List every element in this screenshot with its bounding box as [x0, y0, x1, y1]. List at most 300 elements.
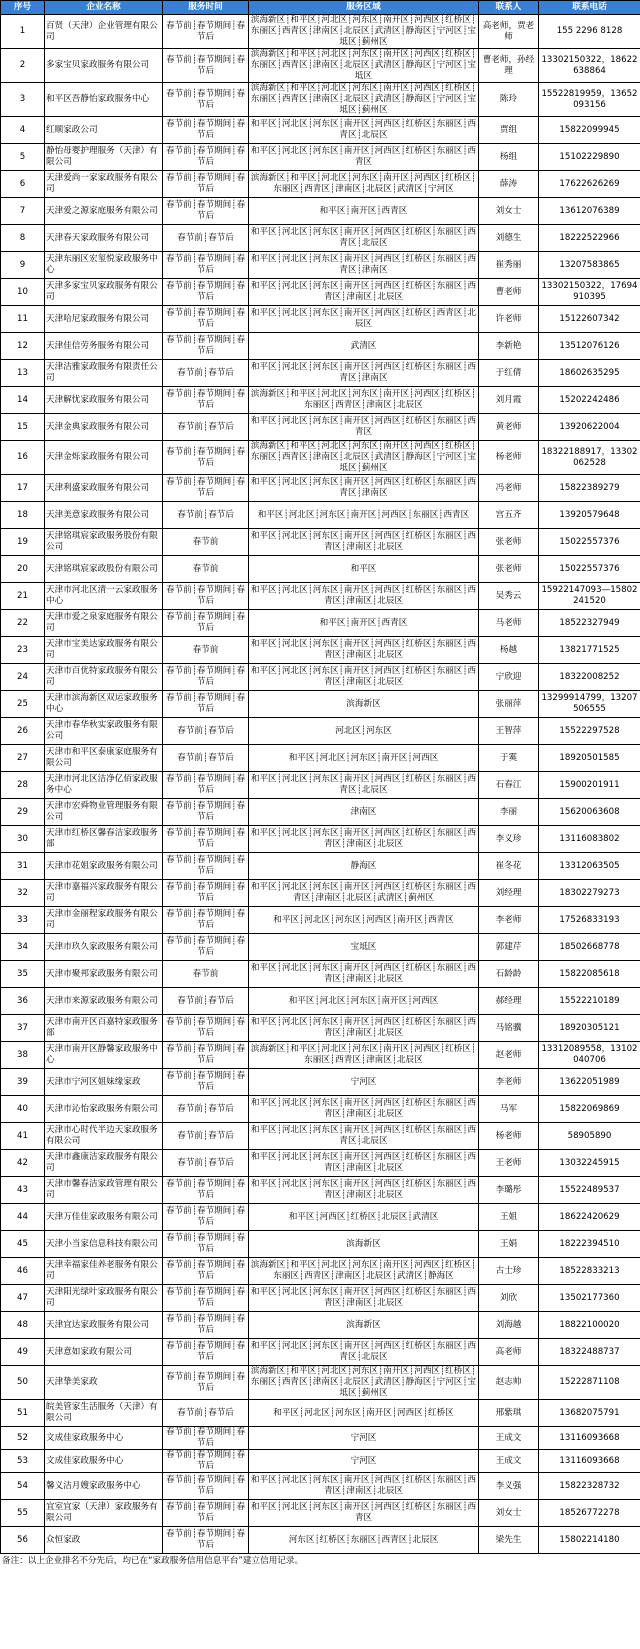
cell-time: 春节前┊春节期间┊春节后 — [163, 826, 249, 853]
cell-company: 天津市河北区清一云家政服务中心 — [45, 583, 163, 610]
cell-contact: 贾组 — [479, 117, 539, 144]
cell-time: 春节前┊春节后 — [163, 414, 249, 441]
cell-contact: 黄老师 — [479, 414, 539, 441]
cell-company: 天津市来源家政服务有限公司 — [45, 988, 163, 1015]
cell-time: 春节前 — [163, 961, 249, 988]
cell-phone: 13116093668 — [539, 1450, 640, 1473]
cell-time: 春节前┊春节期间┊春节后 — [163, 1204, 249, 1231]
cell-area: 和平区┊河北区┊河东区┊河西区┊南开区┊西青区 — [249, 907, 479, 934]
cell-area: 和平区┊河北区┊河东区┊南开区┊河西区┊红桥区┊东丽区┊西青区┊津南区┊北辰区 — [249, 1177, 479, 1204]
table-row — [1, 387, 640, 414]
cell-no: 35 — [1, 961, 45, 988]
cell-time: 春节前┊春节期间┊春节后 — [163, 1527, 249, 1554]
cell-area: 和平区┊河北区┊河东区┊南开区┊河西区┊红桥区┊东丽区┊西青区┊津南区┊北辰区 — [249, 1285, 479, 1312]
cell-time: 春节前┊春节期间┊春节后 — [163, 1450, 249, 1473]
cell-time: 春节前┊春节期间┊春节后 — [163, 49, 249, 83]
cell-area: 和平区┊河北区┊河东区┊南开区┊河西区┊红桥区┊东丽区┊西青区┊北辰区 — [249, 225, 479, 252]
cell-phone: 15202242486 — [539, 387, 640, 414]
cell-contact: 李璐彤 — [479, 1177, 539, 1204]
cell-area: 和平区┊河北区┊河东区┊南开区┊河西区┊红桥区┊东丽区┊西青区┊津南区┊北辰区 — [249, 279, 479, 306]
cell-no: 34 — [1, 934, 45, 961]
cell-company: 天津金烁家政服务有限公司 — [45, 441, 163, 475]
cell-no: 17 — [1, 475, 45, 502]
cell-no: 52 — [1, 1427, 45, 1450]
cell-no: 29 — [1, 799, 45, 826]
table-row — [1, 1258, 640, 1285]
cell-phone: 18822100020 — [539, 1312, 640, 1339]
cell-contact: 刘经理 — [479, 880, 539, 907]
table-row — [1, 529, 640, 556]
cell-phone: 13612076389 — [539, 198, 640, 225]
cell-time: 春节前┊春节期间┊春节后 — [163, 15, 249, 49]
cell-no: 32 — [1, 880, 45, 907]
cell-contact: 李新艳 — [479, 333, 539, 360]
cell-company: 天津市和平区泰康家庭服务有限公司 — [45, 745, 163, 772]
cell-no: 9 — [1, 252, 45, 279]
header-row — [1, 1, 640, 15]
cell-time: 春节前┊春节期间┊春节后 — [163, 1473, 249, 1500]
cell-phone: 15802214180 — [539, 1527, 640, 1554]
cell-company: 天津爱尚一家家政服务有限公司 — [45, 171, 163, 198]
table-row — [1, 826, 640, 853]
cell-phone: 13032245915 — [539, 1150, 640, 1177]
cell-area: 和平区┊南开区┊西青区 — [249, 198, 479, 225]
cell-time: 春节前┊春节期间┊春节后 — [163, 144, 249, 171]
cell-no: 18 — [1, 502, 45, 529]
table-row — [1, 637, 640, 664]
cell-area: 滨海新区 — [249, 1231, 479, 1258]
table-row — [1, 1096, 640, 1123]
cell-company: 天津市金丽程家政服务有限公司 — [45, 907, 163, 934]
cell-time: 春节前┊春节后 — [163, 745, 249, 772]
cell-area: 和平区┊河北区┊河东区┊南开区┊河西区┊红桥区┊西青区┊北辰区 — [249, 306, 479, 333]
cell-contact: 杨老师 — [479, 1123, 539, 1150]
cell-contact: 刘女士 — [479, 198, 539, 225]
cell-time: 春节前┊春节期间┊春节后 — [163, 1231, 249, 1258]
cell-no: 7 — [1, 198, 45, 225]
cell-contact: 李义珍 — [479, 826, 539, 853]
cell-company: 天津市南开区百嘉特家政服务部 — [45, 1015, 163, 1042]
cell-no: 41 — [1, 1123, 45, 1150]
cell-time: 春节前┊春节期间┊春节后 — [163, 853, 249, 880]
cell-area: 和平区┊河北区┊河东区┊南开区┊河西区┊红桥区┊东丽区┊西青区┊北辰区 — [249, 1123, 479, 1150]
cell-company: 天津市春华秋实家政服务有限公司 — [45, 718, 163, 745]
cell-area: 和平区┊河北区┊河东区┊南开区┊河西区┊红桥区┊东丽区┊西青区┊北辰区 — [249, 117, 479, 144]
cell-phone: 13622051989 — [539, 1069, 640, 1096]
cell-no: 36 — [1, 988, 45, 1015]
table-row — [1, 907, 640, 934]
cell-contact: 梁先生 — [479, 1527, 539, 1554]
header-phone: 联系电话 — [539, 1, 640, 15]
cell-company: 天津市馨春洁家政管理有限公司 — [45, 1177, 163, 1204]
cell-contact: 王成文 — [479, 1450, 539, 1473]
cell-company: 天津多家宝贝家政服务有限公司 — [45, 279, 163, 306]
cell-phone: 15822389279 — [539, 475, 640, 502]
header-contact: 联系人 — [479, 1, 539, 15]
cell-time: 春节前┊春节期间┊春节后 — [163, 1339, 249, 1366]
cell-no: 54 — [1, 1473, 45, 1500]
table-row — [1, 1450, 640, 1473]
cell-contact: 郭建芹 — [479, 934, 539, 961]
cell-company: 静怡母婴护理服务（天津）有限公司 — [45, 144, 163, 171]
cell-no: 44 — [1, 1204, 45, 1231]
cell-contact: 赵老师 — [479, 1042, 539, 1069]
cell-phone: 18302279273 — [539, 880, 640, 907]
cell-phone: 18502668778 — [539, 934, 640, 961]
cell-phone: 17526833193 — [539, 907, 640, 934]
table-row — [1, 15, 640, 49]
cell-contact: 曹老师，孙经理 — [479, 49, 539, 83]
cell-phone: 13207583865 — [539, 252, 640, 279]
cell-company: 天津市宁河区姐妹缘家政 — [45, 1069, 163, 1096]
cell-contact: 杨老师 — [479, 441, 539, 475]
cell-company: 天津爱之源家庭服务有限公司 — [45, 198, 163, 225]
cell-company: 红顺家政公司 — [45, 117, 163, 144]
cell-time: 春节前┊春节期间┊春节后 — [163, 279, 249, 306]
cell-no: 23 — [1, 637, 45, 664]
cell-no: 15 — [1, 414, 45, 441]
cell-area: 滨海新区┊和平区┊河北区┊河东区┊南开区┊河西区┊红桥区┊东丽区┊西青区┊津南区┊北辰区┊武清区┊静海区┊宁河区┊宝坻区┊蓟州区 — [249, 83, 479, 117]
cell-company: 天津市嘉福兴家政服务有限公司 — [45, 880, 163, 907]
table-row — [1, 556, 640, 583]
cell-phone: 13821771525 — [539, 637, 640, 664]
cell-company: 宜室宜家（天津）家政服务有限公司 — [45, 1500, 163, 1527]
cell-area: 和平区┊南开区┊西青区 — [249, 610, 479, 637]
cell-no: 49 — [1, 1339, 45, 1366]
cell-area: 滨海新区┊和平区┊河北区┊河东区┊南开区┊河西区┊红桥区┊东丽区┊西青区┊津南区┊北辰区┊武清区┊静海区┊宁河区┊宝坻区┊蓟州区 — [249, 15, 479, 49]
cell-phone: 18602635295 — [539, 360, 640, 387]
cell-company: 天津市玖久家政服务有限公司 — [45, 934, 163, 961]
cell-no: 20 — [1, 556, 45, 583]
cell-time: 春节前┊春节期间┊春节后 — [163, 1500, 249, 1527]
cell-area: 津南区 — [249, 799, 479, 826]
cell-time: 春节前┊春节期间┊春节后 — [163, 387, 249, 414]
cell-no: 31 — [1, 853, 45, 880]
cell-contact: 古士珍 — [479, 1258, 539, 1285]
cell-area: 静海区 — [249, 853, 479, 880]
cell-phone: 18522833213 — [539, 1258, 640, 1285]
cell-no: 8 — [1, 225, 45, 252]
cell-area: 和平区┊河北区┊河东区┊南开区┊河西区┊红桥区┊东丽区┊西青区 — [249, 1500, 479, 1527]
cell-company: 天津市河北区洁净亿佰家政服务中心 — [45, 772, 163, 799]
cell-time: 春节前┊春节后 — [163, 502, 249, 529]
table-row — [1, 1123, 640, 1150]
table-row — [1, 1400, 640, 1427]
table-row — [1, 306, 640, 333]
header-time: 服务时间 — [163, 1, 249, 15]
cell-phone: 15522819959，13652093156 — [539, 83, 640, 117]
cell-no: 53 — [1, 1450, 45, 1473]
table-row — [1, 934, 640, 961]
cell-area: 河北区┊河东区 — [249, 718, 479, 745]
cell-phone: 18322008252 — [539, 664, 640, 691]
cell-area: 和平区┊河北区┊河东区┊南开区┊河西区┊红桥区┊东丽区┊西青区┊津南区┊北辰区 — [249, 664, 479, 691]
table-row — [1, 853, 640, 880]
cell-no: 11 — [1, 306, 45, 333]
cell-area: 和平区┊河北区┊河东区┊南开区┊河西区┊红桥区┊东丽区┊西青区┊北辰区 — [249, 1339, 479, 1366]
cell-contact: 李义强 — [479, 1473, 539, 1500]
cell-time: 春节前┊春节期间┊春节后 — [163, 934, 249, 961]
table-row — [1, 961, 640, 988]
cell-phone: 155 2296 8128 — [539, 15, 640, 49]
cell-area: 河东区┊红桥区┊东丽区┊西青区┊北辰区 — [249, 1527, 479, 1554]
table-row — [1, 1069, 640, 1096]
cell-no: 25 — [1, 691, 45, 718]
cell-time: 春节前┊春节期间┊春节后 — [163, 772, 249, 799]
table-row — [1, 333, 640, 360]
cell-contact: 王成文 — [479, 1427, 539, 1450]
cell-contact: 王智萍 — [479, 718, 539, 745]
table-row — [1, 360, 640, 387]
cell-no: 27 — [1, 745, 45, 772]
cell-no: 14 — [1, 387, 45, 414]
table-row — [1, 49, 640, 83]
cell-phone: 13312089558，13102040706 — [539, 1042, 640, 1069]
cell-phone: 13920622004 — [539, 414, 640, 441]
cell-phone: 13299914799，13207506555 — [539, 691, 640, 718]
cell-company: 天津意如家政有限公司 — [45, 1339, 163, 1366]
cell-company: 天津市南开区静馨家政服务中心 — [45, 1042, 163, 1069]
cell-contact: 李老师 — [479, 907, 539, 934]
cell-contact: 王老师 — [479, 1150, 539, 1177]
cell-time: 春节前┊春节期间┊春节后 — [163, 475, 249, 502]
cell-area: 和平区┊河北区┊河东区┊南开区┊河西区┊红桥区┊东丽区┊西青区┊津南区┊北辰区 — [249, 1015, 479, 1042]
cell-contact: 刘德生 — [479, 225, 539, 252]
cell-company: 多家宝贝家政服务有限公司 — [45, 49, 163, 83]
cell-phone: 15102229890 — [539, 144, 640, 171]
cell-area: 和平区┊河北区┊河东区┊南开区┊河西区┊红桥区┊东丽区┊西青区┊津南区┊北辰区┊武清区┊蓟州区 — [249, 880, 479, 907]
table-row — [1, 799, 640, 826]
cell-time: 春节前┊春节期间┊春节后 — [163, 441, 249, 475]
cell-no: 46 — [1, 1258, 45, 1285]
cell-contact: 宫五齐 — [479, 502, 539, 529]
cell-no: 48 — [1, 1312, 45, 1339]
table-row — [1, 1500, 640, 1527]
cell-area: 和平区┊河北区┊河东区┊南开区┊河西区┊红桥区┊东丽区┊西青区┊津南区┊北辰区 — [249, 961, 479, 988]
cell-no: 37 — [1, 1015, 45, 1042]
cell-area: 和平区┊河北区┊河东区┊南开区┊河西区 — [249, 745, 479, 772]
cell-no: 40 — [1, 1096, 45, 1123]
cell-area: 滨海新区┊和平区┊河北区┊河东区┊南开区┊河西区┊红桥区┊东丽区┊西青区┊津南区┊北辰区┊武清区┊静海区 — [249, 1258, 479, 1285]
cell-phone: 15620063608 — [539, 799, 640, 826]
cell-phone: 15122607342 — [539, 306, 640, 333]
cell-company: 天津阳光绿叶家政服务有限公司 — [45, 1285, 163, 1312]
cell-time: 春节前┊春节期间┊春节后 — [163, 198, 249, 225]
cell-contact: 刘欣 — [479, 1285, 539, 1312]
cell-contact: 王娟 — [479, 1231, 539, 1258]
cell-contact: 马老师 — [479, 610, 539, 637]
cell-contact: 曹老师 — [479, 279, 539, 306]
cell-company: 天津市花姐家政服务有限公司 — [45, 853, 163, 880]
cell-contact: 石春江 — [479, 772, 539, 799]
cell-area: 滨海新区┊和平区┊河北区┊河东区┊南开区┊河西区┊红桥区┊东丽区┊西青区┊津南区┊北辰区 — [249, 1042, 479, 1069]
cell-company: 天津洁雅家政服务有限责任公司 — [45, 360, 163, 387]
cell-company: 天津市心时代半边天家政服务有限公司 — [45, 1123, 163, 1150]
cell-time: 春节前 — [163, 637, 249, 664]
cell-no: 1 — [1, 15, 45, 49]
cell-area: 和平区┊河北区┊河东区┊南开区┊河西区┊红桥区┊东丽区┊西青区 — [249, 144, 479, 171]
cell-no: 16 — [1, 441, 45, 475]
cell-area: 和平区┊河北区┊河东区┊南开区┊河西区┊红桥区┊东丽区┊西青区┊津南区┊北辰区 — [249, 826, 479, 853]
cell-company: 天津市聚邦家政服务有限公司 — [45, 961, 163, 988]
cell-area: 和平区 — [249, 556, 479, 583]
cell-phone: 18222394510 — [539, 1231, 640, 1258]
cell-contact: 郝经理 — [479, 988, 539, 1015]
cell-contact: 崔冬花 — [479, 853, 539, 880]
cell-time: 春节前┊春节后 — [163, 1123, 249, 1150]
cell-phone: 15922147093—15802241520 — [539, 583, 640, 610]
cell-area: 武清区 — [249, 333, 479, 360]
cell-no: 12 — [1, 333, 45, 360]
cell-area: 和平区┊河北区┊河东区┊南开区┊河西区┊红桥区┊东丽区┊西青区┊北辰区 — [249, 772, 479, 799]
cell-contact: 崔秀丽 — [479, 252, 539, 279]
cell-phone: 18920501585 — [539, 745, 640, 772]
cell-contact: 冯老师 — [479, 475, 539, 502]
cell-phone: 17622626269 — [539, 171, 640, 198]
cell-contact: 陈玲 — [479, 83, 539, 117]
cell-area: 和平区┊河北区┊河东区┊南开区┊河西区┊红桥区┊东丽区┊西青区┊津南区┊北辰区 — [249, 529, 479, 556]
cell-contact: 刘女士 — [479, 1500, 539, 1527]
table-row — [1, 171, 640, 198]
cell-company: 天津解忧家政服务有限公司 — [45, 387, 163, 414]
cell-area: 宁河区 — [249, 1450, 479, 1473]
cell-area: 和平区┊河北区┊河东区┊南开区┊河西区 — [249, 988, 479, 1015]
cell-company: 天津利盛家政服务有限公司 — [45, 475, 163, 502]
cell-phone: 18322188917，13302062528 — [539, 441, 640, 475]
cell-area: 和平区┊河北区┊河东区┊南开区┊河西区┊红桥区 — [249, 1400, 479, 1427]
table-row — [1, 610, 640, 637]
cell-time: 春节前┊春节期间┊春节后 — [163, 1069, 249, 1096]
cell-no: 4 — [1, 117, 45, 144]
cell-no: 33 — [1, 907, 45, 934]
cell-phone: 13116083802 — [539, 826, 640, 853]
cell-company: 天津美意家政服务有限公司 — [45, 502, 163, 529]
cell-company: 天津东丽区宏玺悦家政服务中心 — [45, 252, 163, 279]
table-row — [1, 475, 640, 502]
table-row — [1, 1231, 640, 1258]
cell-phone: 58905890 — [539, 1123, 640, 1150]
cell-time: 春节前┊春节后 — [163, 1096, 249, 1123]
table-row — [1, 1285, 640, 1312]
cell-area: 宝坻区 — [249, 934, 479, 961]
table-row — [1, 144, 640, 171]
cell-phone: 18920305121 — [539, 1015, 640, 1042]
cell-time: 春节前┊春节期间┊春节后 — [163, 1427, 249, 1450]
cell-time: 春节前┊春节后 — [163, 360, 249, 387]
cell-company: 天津市宝美达家政服务有限公司 — [45, 637, 163, 664]
cell-time: 春节前 — [163, 529, 249, 556]
cell-phone: 13116093668 — [539, 1427, 640, 1450]
cell-no: 50 — [1, 1366, 45, 1400]
cell-phone: 15822099945 — [539, 117, 640, 144]
cell-company: 天津市沁怡家政服务有限公司 — [45, 1096, 163, 1123]
table-row — [1, 279, 640, 306]
cell-no: 39 — [1, 1069, 45, 1096]
cell-time: 春节前┊春节期间┊春节后 — [163, 907, 249, 934]
cell-area: 滨海新区┊和平区┊河北区┊河东区┊南开区┊河西区┊红桥区┊东丽区┊西青区┊津南区┊北辰区┊武清区┊静海区┊宁河区┊宝坻区 — [249, 49, 479, 83]
table-row — [1, 1312, 640, 1339]
cell-contact: 张老师 — [479, 556, 539, 583]
cell-company: 和平区吾静怡家政服务中心 — [45, 83, 163, 117]
cell-contact: 宁欣迎 — [479, 664, 539, 691]
cell-time: 春节前┊春节期间┊春节后 — [163, 1285, 249, 1312]
table-row — [1, 664, 640, 691]
table-row — [1, 1150, 640, 1177]
cell-phone: 13502177360 — [539, 1285, 640, 1312]
cell-contact: 于红倩 — [479, 360, 539, 387]
cell-phone: 13512076126 — [539, 333, 640, 360]
cell-company: 天津哈尼家政服务有限公司 — [45, 306, 163, 333]
cell-area: 和平区┊河北区┊河东区┊南开区┊河西区┊东丽区┊西青区 — [249, 502, 479, 529]
cell-phone: 15822085618 — [539, 961, 640, 988]
cell-phone: 18622420629 — [539, 1204, 640, 1231]
cell-company: 馨义洁月嫂家政服务中心 — [45, 1473, 163, 1500]
cell-company: 天津佳信劳务服务有限公司 — [45, 333, 163, 360]
cell-company: 天津宜达家政服务有限公司 — [45, 1312, 163, 1339]
cell-company: 天津铭琪宸家政股份有限公司 — [45, 556, 163, 583]
cell-area: 和平区┊河北区┊河东区┊南开区┊河西区┊红桥区┊东丽区┊西青区┊津南区 — [249, 252, 479, 279]
cell-phone: 18526772278 — [539, 1500, 640, 1527]
cell-area: 和平区┊河北区┊河东区┊南开区┊河西区┊红桥区┊东丽区┊西青区┊津南区┊北辰区 — [249, 583, 479, 610]
cell-time: 春节前┊春节期间┊春节后 — [163, 252, 249, 279]
table-row — [1, 1015, 640, 1042]
cell-phone: 15022557376 — [539, 529, 640, 556]
cell-contact: 于霙 — [479, 745, 539, 772]
cell-company: 天津春天家政服务有限公司 — [45, 225, 163, 252]
cell-company: 天津市红桥区馨春洁家政服务部 — [45, 826, 163, 853]
cell-no: 28 — [1, 772, 45, 799]
cell-company: 皖美管家生活服务（天津）有限公司 — [45, 1400, 163, 1427]
cell-no: 38 — [1, 1042, 45, 1069]
cell-phone: 15822328732 — [539, 1473, 640, 1500]
cell-contact: 李老师 — [479, 1069, 539, 1096]
cell-no: 6 — [1, 171, 45, 198]
cell-phone: 18222522966 — [539, 225, 640, 252]
cell-time: 春节前┊春节后 — [163, 1400, 249, 1427]
cell-time: 春节前┊春节期间┊春节后 — [163, 880, 249, 907]
cell-company: 百贤（天津）企业管理有限公司 — [45, 15, 163, 49]
cell-company: 文成佳家政服务中心 — [45, 1427, 163, 1450]
cell-area: 滨海新区 — [249, 691, 479, 718]
cell-no: 43 — [1, 1177, 45, 1204]
cell-time: 春节前┊春节期间┊春节后 — [163, 664, 249, 691]
cell-no: 22 — [1, 610, 45, 637]
cell-contact: 王姐 — [479, 1204, 539, 1231]
table-row — [1, 252, 640, 279]
cell-contact: 高老师 — [479, 1339, 539, 1366]
table-row — [1, 117, 640, 144]
cell-phone: 13920579648 — [539, 502, 640, 529]
cell-area: 滨海新区┊和平区┊河北区┊河东区┊南开区┊河西区┊红桥区┊东丽区┊西青区┊津南区┊北辰区┊武清区┊静海区┊宁河区┊宝坻区┊蓟州区 — [249, 1366, 479, 1400]
cell-time: 春节前┊春节期间┊春节后 — [163, 306, 249, 333]
cell-no: 21 — [1, 583, 45, 610]
cell-contact: 赵志帅 — [479, 1366, 539, 1400]
cell-time: 春节前┊春节期间┊春节后 — [163, 691, 249, 718]
cell-contact: 杨组 — [479, 144, 539, 171]
cell-contact: 马铭骥 — [479, 1015, 539, 1042]
cell-time: 春节前┊春节后 — [163, 988, 249, 1015]
cell-contact: 刘海越 — [479, 1312, 539, 1339]
table-row — [1, 225, 640, 252]
cell-no: 56 — [1, 1527, 45, 1554]
table-row — [1, 880, 640, 907]
table-row — [1, 745, 640, 772]
cell-time: 春节前┊春节后 — [163, 1150, 249, 1177]
cell-phone: 15222871108 — [539, 1366, 640, 1400]
cell-contact: 马军 — [479, 1096, 539, 1123]
cell-company: 天津市百优特家政服务有限公司 — [45, 664, 163, 691]
cell-area: 和平区┊河北区┊河东区┊南开区┊河西区┊红桥区┊东丽区┊西青区 — [249, 414, 479, 441]
